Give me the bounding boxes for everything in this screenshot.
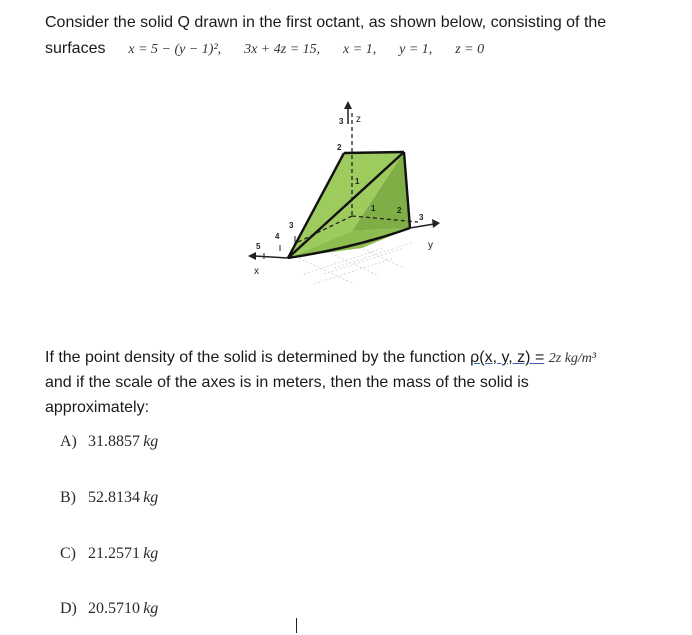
problem-line-1: Consider the solid Q drawn in the first octant, as shown below, consisting of the (45, 14, 607, 31)
option-b-value: 52.8134 (88, 489, 140, 506)
problem-line-2 (45, 40, 484, 58)
x-tick-5: 5 (256, 242, 261, 251)
option-a-value: 31.8857 (88, 433, 140, 450)
option-c[interactable] (60, 545, 158, 563)
option-d-value: 20.5710 (88, 600, 140, 617)
solid-figure (244, 98, 454, 284)
z-axis-arrow-icon (344, 101, 352, 109)
z-axis-label: z (356, 114, 361, 125)
z-tick-1: 1 (355, 177, 360, 186)
density-function: ρ(x, y, z) = (470, 349, 545, 366)
option-d[interactable] (60, 600, 158, 618)
y-tick-1: 1 (371, 204, 376, 213)
x-axis-line (254, 256, 288, 258)
option-d-letter: D) (60, 600, 77, 617)
surface-eq-1: x = 5 − (y − 1)², (128, 42, 222, 57)
question-line-2: and if the scale of the axes is in meters, then the mass of the solid is (45, 374, 529, 391)
y-axis-label: y (428, 240, 433, 251)
option-d-unit: kg (143, 600, 159, 617)
x-axis-label: x (254, 266, 259, 277)
question-line-3: approximately: (45, 399, 150, 416)
option-b[interactable] (60, 489, 158, 507)
solid-figure-svg (244, 98, 454, 284)
surfaces-word: surfaces (45, 40, 106, 57)
option-b-letter: B) (60, 489, 76, 506)
option-b-unit: kg (143, 489, 159, 506)
question-prefix: If the point density of the solid is determined by the function (45, 349, 466, 366)
option-a[interactable] (60, 433, 158, 451)
option-a-unit: kg (143, 433, 159, 450)
x-tick-4: 4 (275, 232, 280, 241)
y-axis-arrow-icon (432, 219, 440, 228)
z-tick-3: 3 (339, 117, 344, 126)
z-tick-2: 2 (337, 143, 342, 152)
option-c-value: 21.2571 (88, 545, 140, 562)
surface-eq-4: y = 1, (399, 42, 433, 57)
option-c-unit: kg (143, 545, 159, 562)
text-cursor (296, 618, 297, 633)
option-a-letter: A) (60, 433, 77, 450)
y-axis-line (410, 224, 434, 228)
y-tick-3: 3 (419, 213, 424, 222)
x-axis-arrow-icon (248, 252, 256, 260)
question-line-1 (45, 349, 596, 367)
x-tick-3: 3 (289, 221, 294, 230)
surface-eq-2: 3x + 4z = 15, (244, 42, 321, 57)
y-tick-2: 2 (397, 206, 402, 215)
density-expression: 2z kg/m³ (548, 351, 597, 366)
surface-eq-3: x = 1, (343, 42, 377, 57)
surface-eq-5: z = 0 (455, 42, 485, 57)
option-c-letter: C) (60, 545, 76, 562)
